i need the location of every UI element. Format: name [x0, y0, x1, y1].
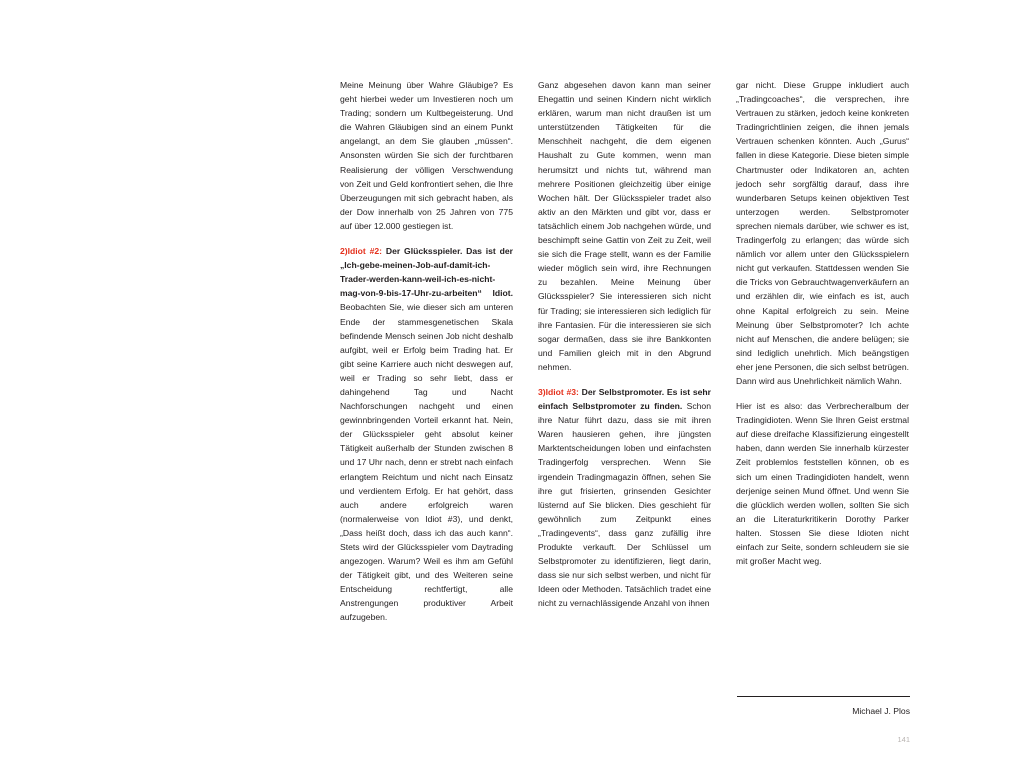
print-artifact: [340, 668, 516, 682]
paragraph-text: gar nicht. Diese Gruppe inkludiert auch „Tradingcoaches“, die versprechen, ihre Vertrauen zu stärken, jedoch keine konkreten Tradingrichtlinien zeigen, die ihnen jemals Vertrauen schenken könnten. Auch „Gurus“ fallen in diese Kategorie. Diese bieten simple Chartmuster oder Indikatoren an, achten jedoch sehr sorgfältig darauf, dass ihre wunderbaren Setups keinen objektiven Test unterzogen werden. Selbstpromoter sprechen niemals darüber, wie schwer es ist, Tradingerfolg zu erlangen; das würde sich nämlich vor allem unter den Glücksspielern nicht gut verkaufen. Stattdessen wenden Sie die Tricks von Gebrauchtwagenverkäufern an und erzählen dir, wie einfach es ist, auch ohne Kapital erfolgreich zu sein. Meine Meinung über Selbstpromoter? Ich achte nicht auf Menschen, die andere belügen; sie sind lediglich unehrlich. Mich beängstigen eher jene Personen, die sich selbst betrügen. Dann wird aus Unehrlichkeit nämlich Wahn.: [736, 80, 909, 386]
paragraph: [538, 385, 711, 611]
paragraph-heading: 2)Idiot #2:: [340, 246, 383, 257]
paragraph-lead: Der Glücksspieler. Das ist der „Ich-gebe-meinen-Job-auf-damit-ich-Trader-werden-kann-weil-ich-es-nicht-mag-von-9-bis-17-Uhr-zu-arbeiten“ Idiot.: [340, 246, 514, 299]
paragraph-heading: 3)Idiot #3:: [538, 386, 579, 397]
signature-divider: [737, 696, 910, 697]
paragraph: [736, 399, 909, 568]
paragraph-text: Beobachten Sie, wie dieser sich am unteren Ende der stammesgenetischen Skala befindende Mensch seinen Job nicht deshalb aufgibt, weil er Erfolg beim Trading hat. Er gibt seine Karriere auch nicht deswegen auf, weil er Trading so sehr liebt, dass er dahingehend Tag und Nacht Nachforschungen nachgeht und einen gewinnbringenden Vorteil erkannt hat. Nein, der Glücksspieler geht absolut keiner Tätigkeit außerhalb der Stunden zwischen 8 und 17 Uhr nach, denn er strebt nach einfach erlangtem Reichtum und nicht nach Einsatz und verdientem Erfolg. Er hat gehört, dass auch andere erfolgreich waren (normalerweise von Idiot #3), und denkt, „Dass heißt doch, dass ich das auch kann“. Stets wird der Glücksspieler vom Daytrading angezogen. Warum? Weil es ihm am Gefühl der Tätigkeit gibt, und des Weiteren seine Entscheidung rechtfertigt, alle Anstrengungen produktiver Arbeit aufzugeben.: [340, 302, 513, 623]
article-body: [340, 78, 910, 625]
paragraph-lead: Der Selbstpromoter. Es ist sehr einfach Selbstpromoter zu finden.: [538, 386, 711, 412]
paragraph: [538, 78, 711, 374]
paragraph-text: Hier ist es also: das Verbrecheralbum der Tradingidioten. Wenn Sie Ihren Geist erstmal auf diese dreifache Klassifizierung eingestellt haben, dann werden Sie innerhalb kürzester Zeit problemlos feststellen können, ob es sich um einen Tradingidioten handelt, wenn derjenige seinen Mund öffnet. Und wenn Sie die glücklich werden wollen, sollten Sie sich an die Literaturkritikerin Dorothy Parker halten. Stossen Sie diese Idioten nicht einfach zur Seite, sondern schleudern sie sie mit großer Macht weg.: [736, 401, 909, 567]
paragraph-text: Schon ihre Natur führt dazu, dass sie mit ihren Waren hausieren gehen, ihre jüngsten Marktentscheidungen loben und einfachsten Tradingerfolg versprechen. Wenn Sie irgendein Tradingmagazin öffnen, sehen Sie ihre gut frisierten, grinsenden Gesichter lüsternd auf Sie blicken. Dies geschieht für gewöhnlich zum Zeitpunkt eines „Tradingevents“, dass ganz zufällig ihre Produkte verkauft. Der Schlüssel um Selbstpromoter zu identifizieren, liegt darin, dass sie nur sich selbst werben, und nicht für Ideen oder Methoden. Tatsächlich tradet eine nicht zu vernachlässigende Anzahl von ihnen: [538, 401, 711, 609]
paragraph: [340, 78, 513, 233]
paragraph: [340, 244, 513, 625]
paragraph: [736, 78, 909, 388]
author-signature: Michael J. Plos: [852, 706, 910, 716]
print-artifact: [536, 648, 712, 660]
text-column-2: [538, 78, 711, 610]
paragraph-text: Meine Meinung über Wahre Gläubige? Es geht hierbei weder um Investieren noch um Trading; sondern um Kultbegeisterung. Und die Wahren Gläubigen sind an einem Punkt angelangt, an dem Sie glauben „müssen“. Ansonsten würden Sie sich der furchtbaren Realisierung der völligen Verschwendung von Zeit und Geld konfrontiert sehen, die Ihre Überzeugungen mit sich gebracht haben, als der Dow innerhalb von 25 Jahren von 775 auf über 12.000 gestiegen ist.: [340, 80, 513, 231]
text-column-1: [340, 78, 513, 625]
text-column-3: [736, 78, 909, 568]
paragraph-text: Ganz abgesehen davon kann man seiner Ehegattin und seinen Kindern nicht wirklich erklären, warum man nicht draußen ist um unterstützenden Tätigkeiten für die Menschheit nachgeht, die dem eigenen Haushalt zu Gute kommen, wenn man herumsitzt und nichts tut, während man mehrere Positionen gleichzeitig über einige Wochen hält. Der Glücksspieler tradet also aktiv an den Märkten und gibt vor, dass er tatsächlich einem Job nachgehen würde, und beschimpft seine Gattin von Zeit zu Zeit, weil sie sich die Frage stellt, wann es der Familie wieder möglich sein wird, ihre Rechnungen zu bezahlen. Meine Meinung über Glücksspieler? Sie interessieren sich nicht für Trading; sie interessieren sich lediglich für ihre Fantasien. Für die interessieren sie sich sogar dermaßen, dass sie ihre Bankkonten und Familien gleich mit in den Abgrund nehmen.: [538, 80, 711, 372]
page-number: 141: [897, 735, 910, 744]
